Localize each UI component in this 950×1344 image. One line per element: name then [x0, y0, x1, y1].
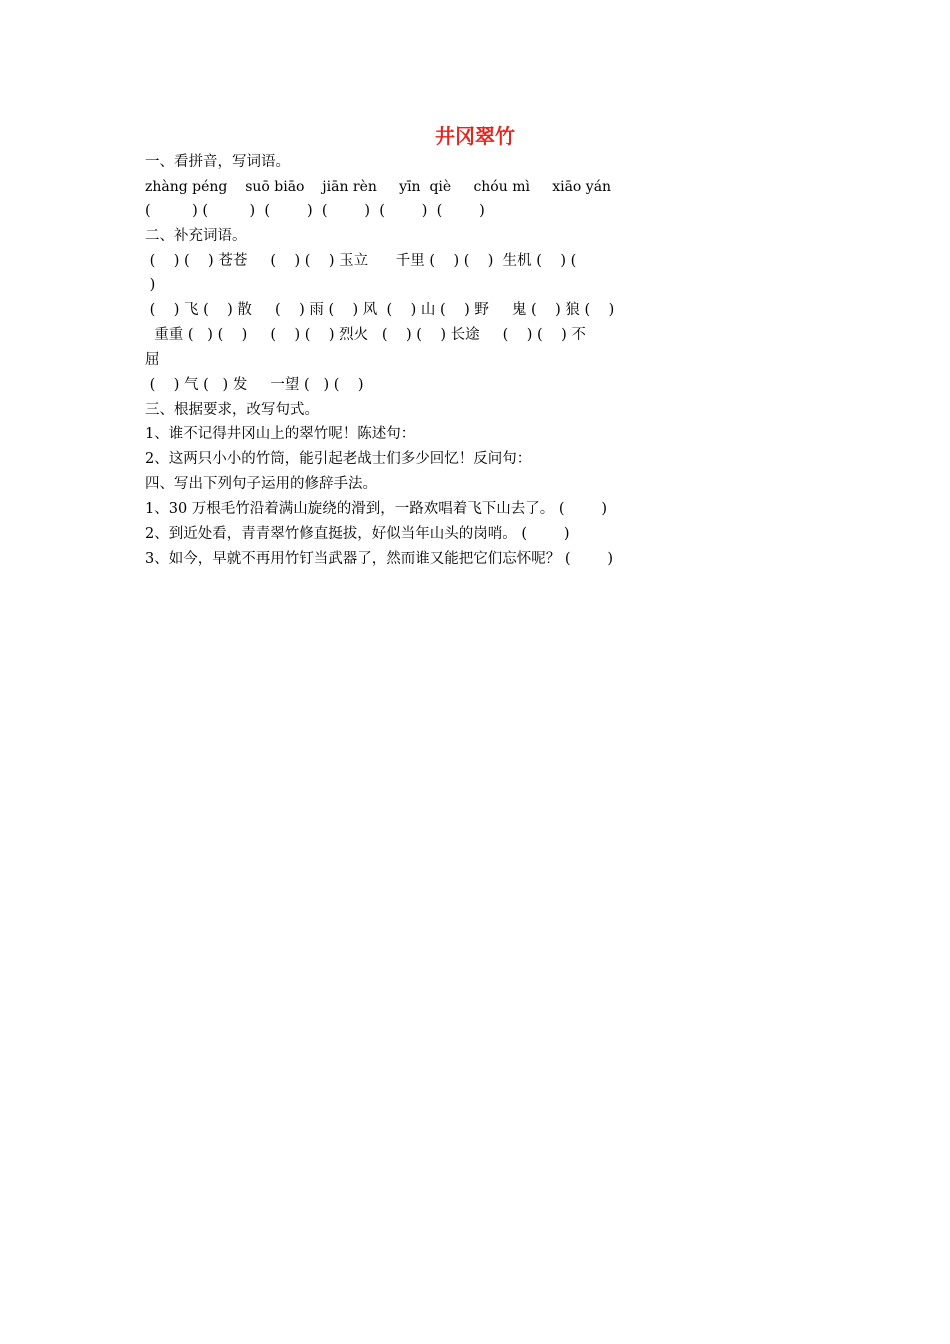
- fill-row: 重重 ( ) ( ) ( ) ( ) 烈火 ( ) ( ) 长途 ( ) ( ) 不: [145, 327, 586, 343]
- section-1-heading: 一、看拼音，写词语。: [145, 154, 290, 170]
- section-2-heading: 二、补充词语。: [145, 228, 247, 244]
- pinyin-row: zhàng péng suō biāo jiān rèn yīn qiè chóu mì xiāo yán: [145, 179, 612, 195]
- fill-row: ( ) ( ) 苍苍 ( ) ( ) 玉立 千里 ( ) ( ) 生机 ( ) (: [145, 253, 577, 269]
- fill-row: 屈: [145, 352, 160, 368]
- section-3-heading: 三、根据要求，改写句式。: [145, 402, 319, 418]
- fill-row: ( ) 飞 ( ) 散 ( ) 雨 ( ) 风 ( ) 山 ( ) 野 鬼 ( ) 狼 ( ): [145, 302, 615, 318]
- page-title: 井冈翠竹: [435, 124, 515, 148]
- fill-row: ( ) 气 ( ) 发 一望 ( ) ( ): [145, 377, 364, 393]
- rhetoric-item: 3、如今，早就不再用竹钉当武器了，然而谁又能把它们忘怀呢？ ( ): [145, 551, 614, 567]
- section-4-heading: 四、写出下列句子运用的修辞手法。: [145, 476, 377, 492]
- rhetoric-item: 2、到近处看，青青翠竹修直挺拔，好似当年山头的岗哨。 ( ): [145, 526, 570, 542]
- rewrite-item: 1、谁不记得井冈山上的翠竹呢！陈述句：: [145, 426, 416, 442]
- rhetoric-item: 1、30 万根毛竹沿着满山旋绕的滑到，一路欢唱着飞下山去了。 ( ): [145, 501, 608, 517]
- answer-blanks-row: ( ) ( ) ( ) ( ) ( ) ( ): [145, 203, 485, 219]
- rewrite-item: 2、这两只小小的竹筒，能引起老战士们多少回忆！反问句：: [145, 451, 532, 467]
- fill-row: ): [145, 277, 156, 293]
